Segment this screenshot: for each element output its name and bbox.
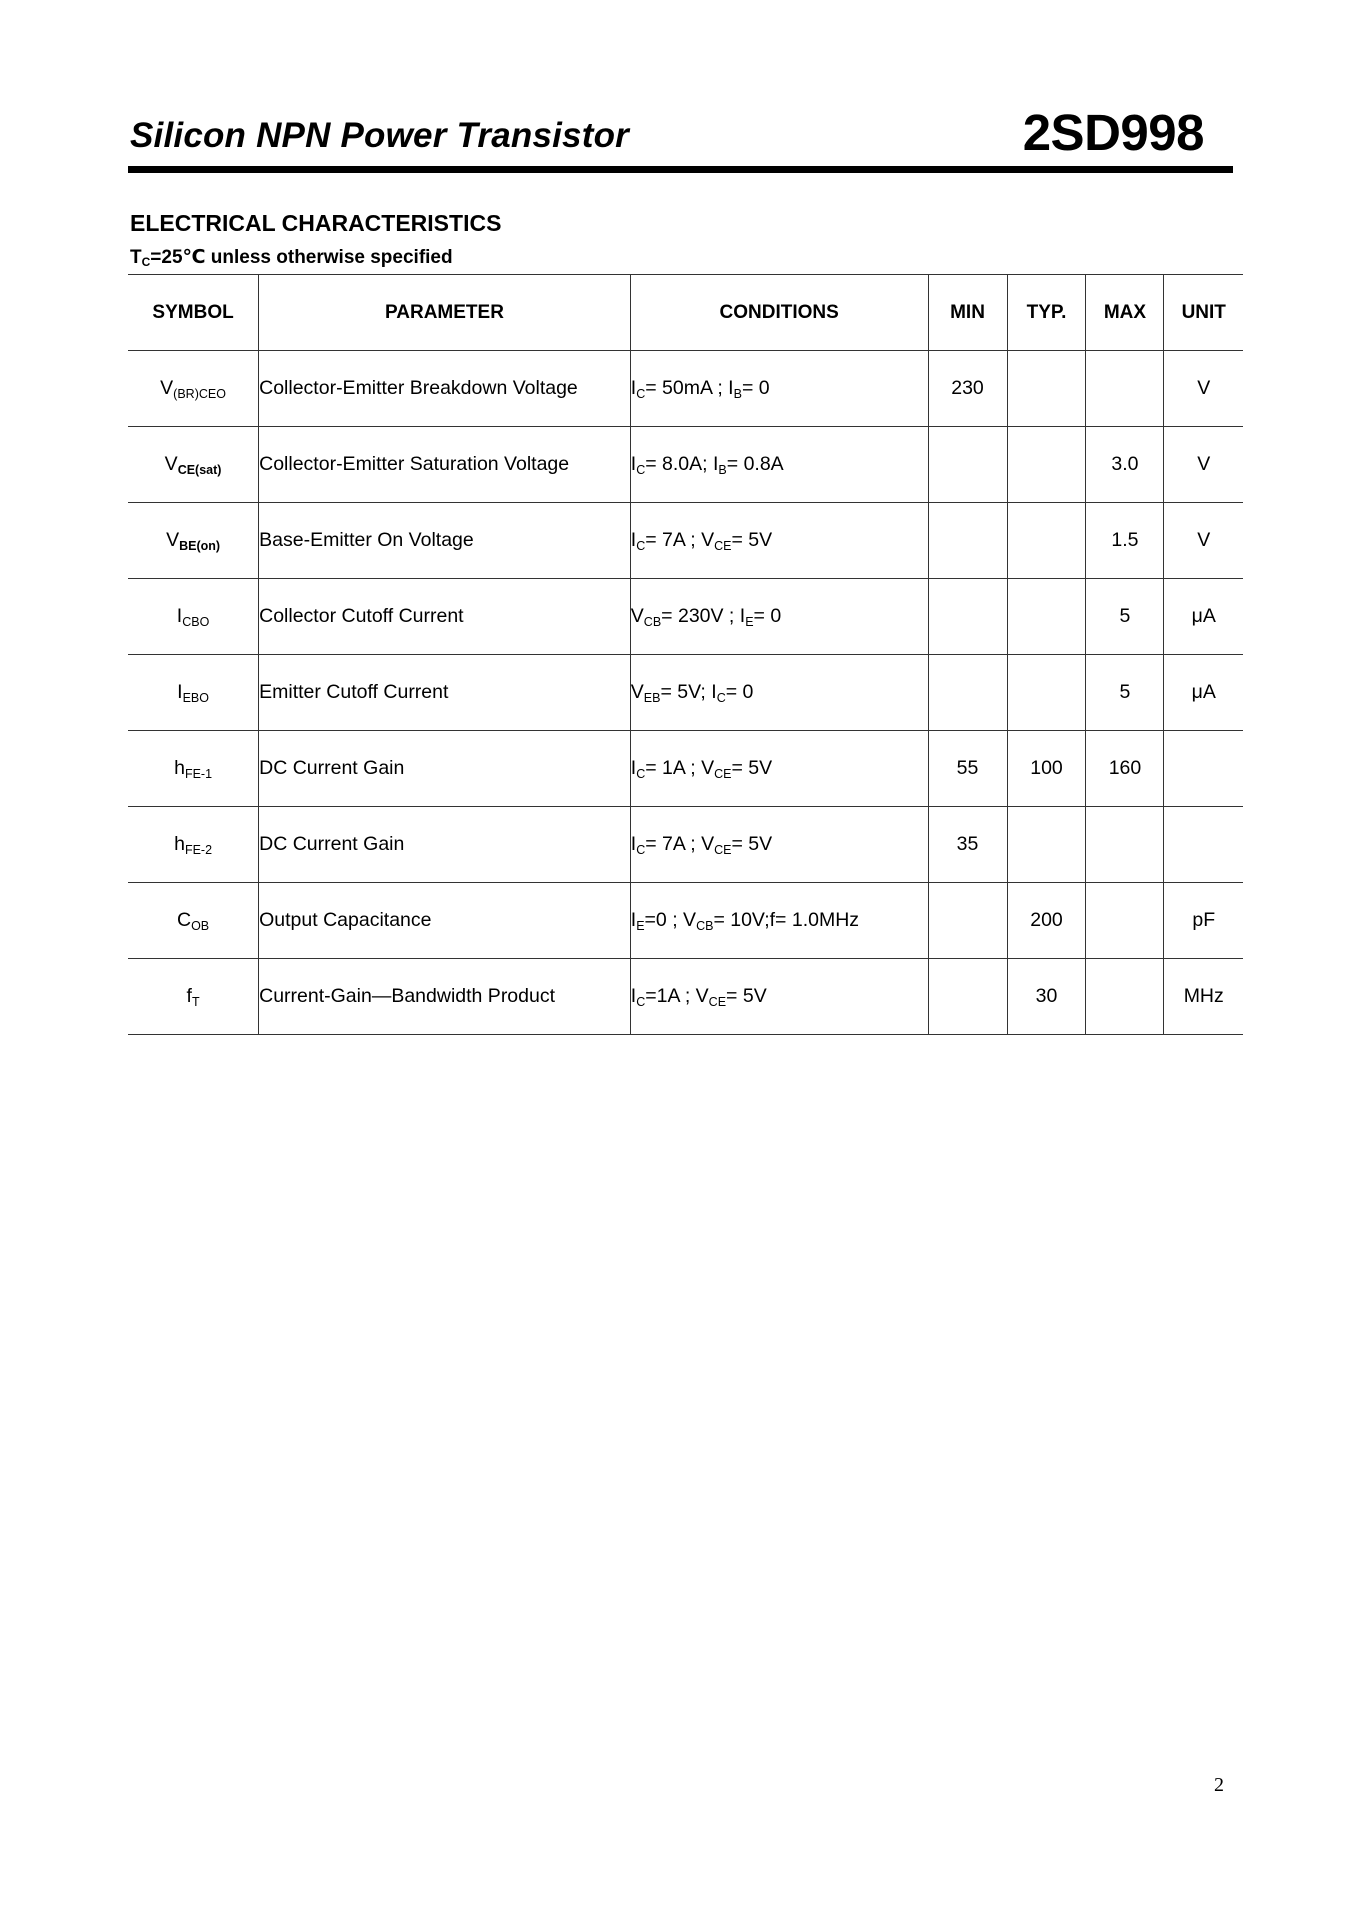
table-row: [128, 655, 1243, 731]
header-typ: TYP.: [1007, 275, 1086, 351]
test-condition-note: [130, 246, 453, 269]
table-row: [128, 503, 1243, 579]
condition-value: =1A ;: [645, 984, 696, 1007]
header-unit: UNIT: [1164, 275, 1243, 351]
condition-var: I: [630, 376, 637, 399]
condition-var: I: [713, 452, 719, 475]
condition-subscript: C: [636, 994, 646, 1009]
condition-subscript: B: [733, 386, 742, 401]
cell-unit: μA: [1164, 655, 1243, 731]
condition-subscript: C: [636, 842, 646, 857]
cell-max: [1086, 883, 1164, 959]
condition-subscript: CB: [696, 918, 714, 933]
table-body: [128, 351, 1243, 1035]
cell-max: 5: [1086, 579, 1164, 655]
condition-subscript: CE: [708, 994, 727, 1009]
table-row: [128, 731, 1243, 807]
condition-subscript: E: [745, 614, 754, 629]
cell-unit: V: [1164, 503, 1243, 579]
condition-value: = 7A ;: [645, 832, 702, 855]
cell-typ: [1007, 351, 1086, 427]
cell-min: [928, 655, 1007, 731]
cell-conditions: [630, 503, 928, 579]
cell-typ: [1007, 503, 1086, 579]
condition-subscript: CB: [643, 614, 662, 629]
cell-min: 55: [928, 731, 1007, 807]
cell-parameter: Base-Emitter On Voltage: [259, 503, 631, 579]
cell-parameter: Collector-Emitter Saturation Voltage: [259, 427, 631, 503]
symbol-subscript: (BR)CEO: [173, 386, 226, 401]
cell-min: [928, 959, 1007, 1035]
condition-subscript: C: [636, 538, 646, 553]
cell-unit: μA: [1164, 579, 1243, 655]
symbol-main: I: [177, 680, 183, 703]
condition-symbol: T: [130, 247, 142, 268]
condition-subscript: CE: [714, 538, 732, 553]
cell-symbol: [128, 427, 259, 503]
cell-max: 5: [1086, 655, 1164, 731]
table-row: [128, 807, 1243, 883]
condition-value: = 5V: [731, 528, 773, 551]
header-min: MIN: [928, 275, 1007, 351]
cell-typ: [1007, 655, 1086, 731]
symbol-main: V: [166, 528, 180, 551]
cell-unit: [1164, 731, 1243, 807]
cell-typ: 100: [1007, 731, 1086, 807]
cell-conditions: [630, 351, 928, 427]
condition-subscript: C: [636, 766, 646, 781]
condition-value: = 10V;f= 1.0MHz: [713, 908, 860, 931]
condition-value: =0 ;: [644, 908, 684, 931]
condition-value: = 1A ;: [645, 756, 702, 779]
condition-var: V: [701, 528, 715, 551]
cell-symbol: [128, 655, 259, 731]
cell-max: 160: [1086, 731, 1164, 807]
condition-symbol-sub: C: [141, 255, 151, 269]
condition-var: I: [630, 756, 637, 779]
table-row: [128, 579, 1243, 655]
symbol-main: C: [176, 908, 192, 931]
condition-value: = 0.8A: [726, 452, 784, 475]
cell-symbol: [128, 959, 259, 1035]
symbol-subscript: FE-2: [184, 842, 213, 857]
symbol-subscript: CE(sat): [177, 462, 222, 477]
cell-parameter: Output Capacitance: [259, 883, 631, 959]
condition-subscript: E: [636, 918, 645, 933]
condition-var: I: [630, 832, 637, 855]
header-divider: [128, 166, 1233, 173]
cell-parameter: DC Current Gain: [259, 807, 631, 883]
cell-symbol: [128, 351, 259, 427]
condition-subscript: C: [716, 690, 726, 705]
symbol-subscript: T: [191, 994, 200, 1009]
cell-min: [928, 427, 1007, 503]
cell-max: [1086, 351, 1164, 427]
symbol-subscript: EBO: [182, 690, 209, 705]
condition-var: I: [630, 908, 637, 931]
condition-var: V: [701, 756, 715, 779]
cell-symbol: [128, 503, 259, 579]
cell-conditions: [630, 655, 928, 731]
condition-value: = 8.0A;: [645, 452, 713, 475]
table-row: [128, 351, 1243, 427]
table-row: [128, 883, 1243, 959]
cell-conditions: [630, 807, 928, 883]
cell-unit: V: [1164, 427, 1243, 503]
condition-value: = 50mA ;: [645, 376, 729, 399]
table-row: [128, 959, 1243, 1035]
cell-min: [928, 883, 1007, 959]
condition-var: V: [630, 680, 644, 703]
condition-subscript: C: [636, 386, 646, 401]
condition-subscript: CE: [714, 766, 732, 781]
condition-subscript: B: [718, 462, 727, 477]
condition-value: = 5V: [731, 832, 773, 855]
condition-var: I: [728, 376, 734, 399]
symbol-main: V: [164, 452, 178, 475]
cell-parameter: Collector-Emitter Breakdown Voltage: [259, 351, 631, 427]
header-max: MAX: [1086, 275, 1164, 351]
condition-var: V: [695, 984, 709, 1007]
cell-min: 35: [928, 807, 1007, 883]
symbol-main: V: [160, 376, 174, 399]
symbol-subscript: OB: [191, 918, 210, 933]
cell-parameter: DC Current Gain: [259, 731, 631, 807]
cell-unit: [1164, 807, 1243, 883]
cell-min: [928, 579, 1007, 655]
cell-typ: [1007, 579, 1086, 655]
cell-symbol: [128, 883, 259, 959]
cell-typ: 30: [1007, 959, 1086, 1035]
cell-max: 1.5: [1086, 503, 1164, 579]
cell-conditions: [630, 883, 928, 959]
part-number: 2SD998: [1022, 104, 1204, 161]
symbol-subscript: FE-1: [184, 766, 213, 781]
cell-max: [1086, 959, 1164, 1035]
symbol-main: h: [174, 756, 185, 779]
header-parameter: PARAMETER: [259, 275, 631, 351]
condition-text: =25℃ unless otherwise specified: [150, 247, 453, 268]
cell-symbol: [128, 807, 259, 883]
cell-unit: pF: [1164, 883, 1243, 959]
condition-subscript: CE: [714, 842, 732, 857]
condition-var: I: [739, 604, 746, 627]
cell-unit: MHz: [1164, 959, 1243, 1035]
condition-var: I: [630, 452, 637, 475]
cell-unit: V: [1164, 351, 1243, 427]
condition-var: V: [701, 832, 715, 855]
condition-subscript: C: [636, 462, 646, 477]
electrical-characteristics-table: [128, 274, 1243, 1035]
condition-value: = 5V: [731, 756, 773, 779]
cell-parameter: Current-Gain—Bandwidth Product: [259, 959, 631, 1035]
cell-parameter: Emitter Cutoff Current: [259, 655, 631, 731]
condition-value: = 5V: [726, 984, 767, 1007]
cell-symbol: [128, 731, 259, 807]
cell-symbol: [128, 579, 259, 655]
condition-var: V: [630, 604, 644, 627]
cell-typ: [1007, 427, 1086, 503]
condition-var: I: [630, 528, 637, 551]
table-row: [128, 427, 1243, 503]
condition-subscript: EB: [643, 690, 661, 705]
symbol-subscript: CBO: [182, 614, 210, 629]
condition-var: I: [711, 680, 717, 703]
header-symbol: SYMBOL: [128, 275, 259, 351]
condition-value: = 0: [741, 376, 770, 399]
table-header-row: [128, 275, 1243, 351]
symbol-main: f: [186, 984, 192, 1007]
cell-max: 3.0: [1086, 427, 1164, 503]
condition-var: V: [683, 908, 697, 931]
condition-var: I: [630, 984, 637, 1007]
cell-max: [1086, 807, 1164, 883]
cell-parameter: Collector Cutoff Current: [259, 579, 631, 655]
header-conditions: CONDITIONS: [630, 275, 928, 351]
symbol-main: I: [176, 604, 183, 627]
cell-conditions: [630, 579, 928, 655]
cell-typ: 200: [1007, 883, 1086, 959]
condition-value: = 5V;: [660, 680, 712, 703]
cell-conditions: [630, 427, 928, 503]
cell-min: [928, 503, 1007, 579]
condition-value: = 7A ;: [645, 528, 702, 551]
condition-value: = 230V ;: [661, 604, 740, 627]
condition-value: = 0: [753, 604, 782, 627]
symbol-main: h: [174, 832, 185, 855]
symbol-subscript: BE(on): [179, 538, 221, 553]
cell-conditions: [630, 959, 928, 1035]
condition-value: = 0: [725, 680, 754, 703]
cell-typ: [1007, 807, 1086, 883]
section-title: ELECTRICAL CHARACTERISTICS: [130, 210, 502, 236]
cell-min: 230: [928, 351, 1007, 427]
document-title: Silicon NPN Power Transistor: [130, 116, 629, 155]
cell-conditions: [630, 731, 928, 807]
page-number: 2: [1214, 1774, 1224, 1796]
